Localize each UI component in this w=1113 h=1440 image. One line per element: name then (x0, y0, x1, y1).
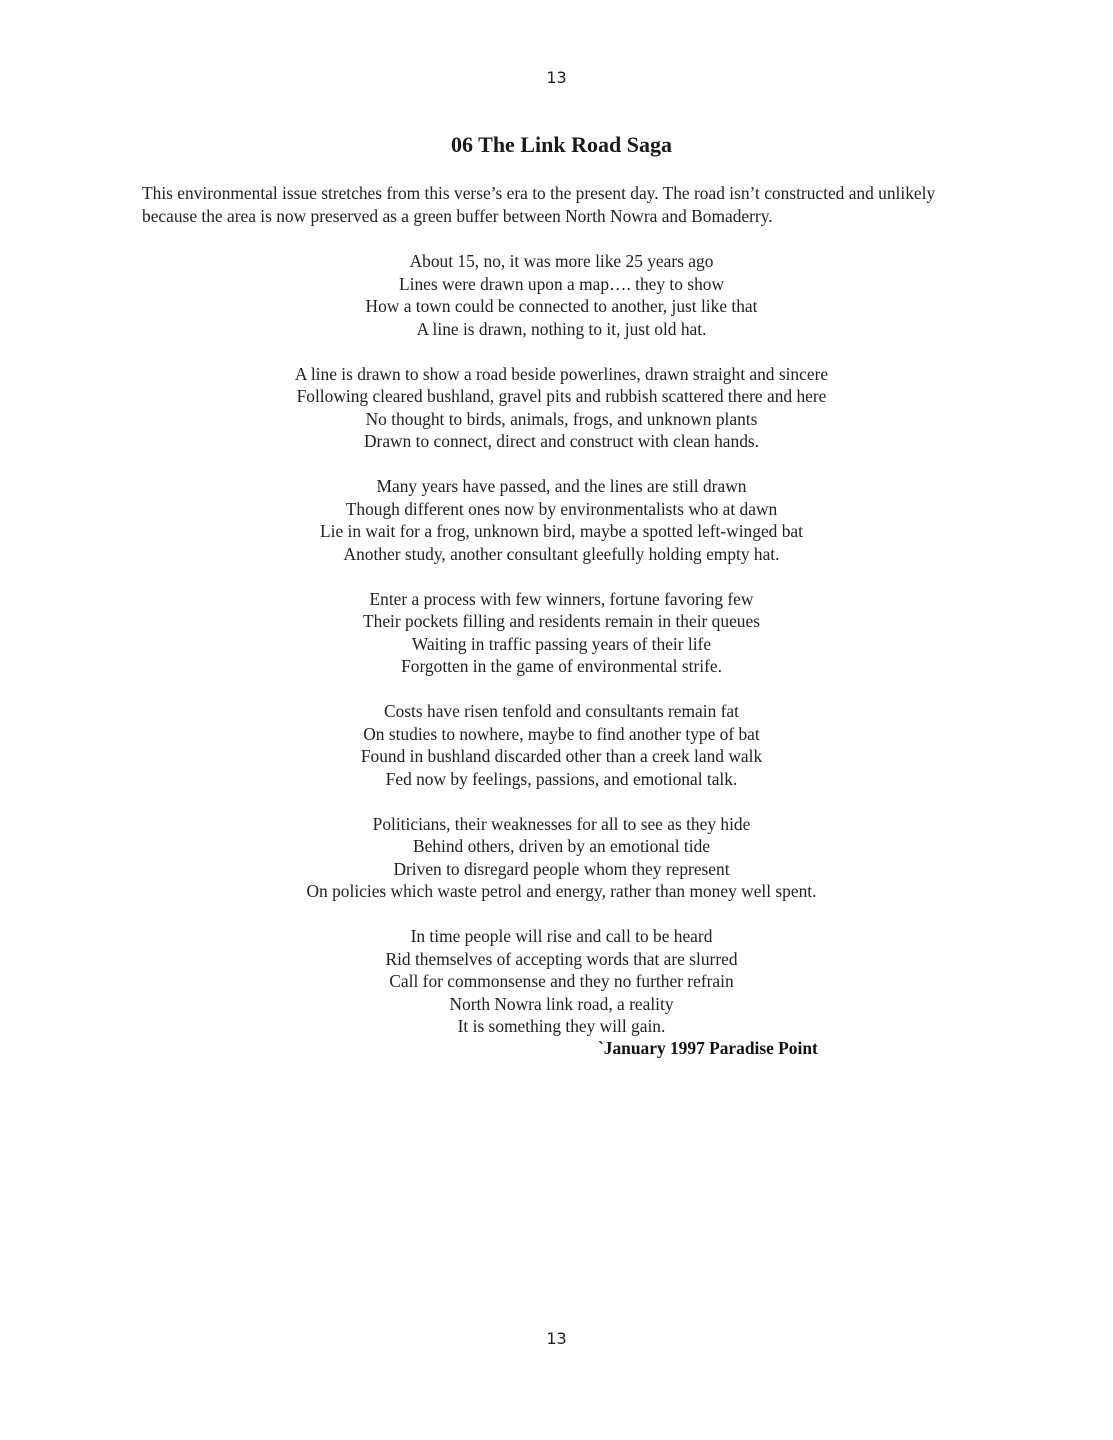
page-number-top: 13 (546, 68, 567, 87)
poem-line: No thought to birds, animals, frogs, and unknown plants (365, 408, 758, 429)
poem-line: Rid themselves of accepting words that are slurred (385, 948, 738, 969)
poem-line: A line is drawn, nothing to it, just old hat. (416, 318, 707, 339)
poem-line: On studies to nowhere, maybe to find another type of bat (363, 723, 760, 744)
poem-line: It is something they will gain. (457, 1016, 666, 1036)
poem-line: Waiting in traffic passing years of their life (411, 633, 712, 654)
poem-line: Lines were drawn upon a map…. they to show (398, 273, 725, 294)
poem-signature: `January 1997 Paradise Point (598, 1038, 818, 1058)
poem-line: Driven to disregard people whom they represent (393, 858, 730, 879)
poem-line: Found in bushland discarded other than a creek land walk (360, 746, 763, 766)
poem-line: On policies which waste petrol and energy, rather than money well spent. (306, 881, 817, 901)
poem-line: Though different ones now by environmentalists who at dawn (345, 498, 778, 519)
poem-line: In time people will rise and call to be heard (410, 926, 713, 946)
poem-line: Drawn to connect, direct and construct with clean hands. (363, 431, 760, 451)
poem-line: Following cleared bushland, gravel pits and rubbish scattered there and here (296, 386, 827, 406)
poem-line: Politicians, their weaknesses for all to see as they hide (372, 813, 751, 834)
stanza (0, 588, 1113, 678)
poem-line: Forgotten in the game of environmental strife. (401, 656, 722, 676)
intro-paragraph: This environmental issue stretches from this verse’s era to the present day. The road isn’t constructed and unlikely because the area is now preserved as a green buffer between North Nowra and Bomaderry. (142, 183, 936, 226)
poem-line: Their pockets filling and residents remain in their queues (363, 611, 760, 631)
stanza (0, 700, 1113, 790)
stanza (0, 813, 1113, 903)
stanza (0, 363, 1113, 453)
poem-title: 06 The Link Road Saga (451, 132, 672, 157)
stanza (0, 250, 1113, 340)
poem-line: North Nowra link road, a reality (449, 993, 674, 1014)
page-number-bottom: 13 (546, 1329, 567, 1348)
poem-line: Call for commonsense and they no further refrain (389, 971, 734, 991)
stanza (0, 475, 1113, 565)
stanza (0, 925, 1113, 1038)
poem-line: Many years have passed, and the lines are still drawn (376, 476, 747, 496)
poem-line: Another study, another consultant gleefully holding empty hat. (343, 543, 780, 564)
poem-line: How a town could be connected to another, just like that (365, 296, 758, 316)
poem-line: Behind others, driven by an emotional tide (412, 836, 711, 856)
poem-line: Lie in wait for a frog, unknown bird, maybe a spotted left-winged bat (320, 521, 803, 541)
poem-line: About 15, no, it was more like 25 years ago (409, 251, 714, 271)
poem-body (0, 250, 1113, 1060)
poem-line: Fed now by feelings, passions, and emotional talk. (385, 768, 738, 789)
poem-line: Costs have risen tenfold and consultants remain fat (384, 701, 739, 721)
poem-line: A line is drawn to show a road beside powerlines, drawn straight and sincere (294, 363, 829, 384)
poem-line: Enter a process with few winners, fortune favoring few (369, 588, 754, 609)
